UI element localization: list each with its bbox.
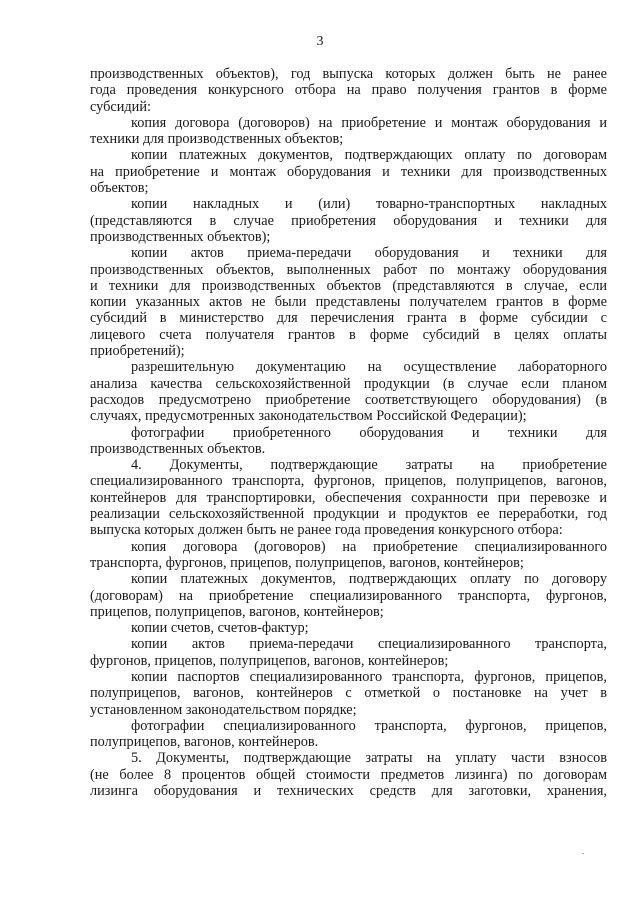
text-line: реализации сельскохозяйственной продукции и продуктов ее переработки, год <box>90 506 607 523</box>
paragraph-transport-passports <box>90 669 607 718</box>
text-line: субсидий: <box>90 98 151 115</box>
text-line: производственных объектов); <box>90 228 271 245</box>
text-line: производственных объектов), год выпуска которых должен быть не ранее <box>90 66 607 82</box>
text-line: полуприцепов, вагонов, контейнеров с отметкой о постановке на учет в <box>90 685 607 702</box>
text-line: лицевого счета получателя грантов в форме субсидий в целях оплаты <box>90 326 607 343</box>
text-line: субсидий в министерство для перечисления гранта в форме субсидии с <box>90 310 607 327</box>
scan-speck <box>582 853 584 854</box>
paragraph-item-4 <box>90 457 607 538</box>
text-line: копия договора (договоров) на приобретение специализированного <box>131 538 607 555</box>
text-line: копии накладных и (или) товарно-транспортных накладных <box>131 196 607 213</box>
paragraph-item-5 <box>90 750 607 799</box>
text-line: выпуска которых должен быть не ранее года проведения конкурсного отбора: <box>90 522 563 539</box>
text-line: специализированного транспорта, фургонов, прицепов, полуприцепов, вагонов, <box>90 473 607 490</box>
text-line: разрешительную документацию на осуществление лабораторного <box>131 359 607 376</box>
text-line: фургонов, прицепов, полуприцепов, вагонов, контейнеров; <box>90 652 449 669</box>
text-line: транспорта, фургонов, прицепов, полуприцепов, вагонов, контейнеров; <box>90 554 524 571</box>
paragraph-photos-equipment <box>90 425 607 458</box>
text-line: на приобретение и монтаж оборудования и техники для производственных <box>90 163 607 180</box>
text-line: и техники для производственных объектов (представляются в случае, если <box>90 277 607 294</box>
text-line: копии актов приема-передачи оборудования и техники для <box>131 245 607 262</box>
paragraph-transport-photos <box>90 718 607 751</box>
text-line: 5. Документы, подтверждающие затраты на уплату части взносов <box>131 750 607 767</box>
paragraph-continuation <box>90 66 607 115</box>
text-line: (не более 8 процентов общей стоимости предметов лизинга) по договорам <box>90 766 607 783</box>
text-line: производственных объектов. <box>90 440 266 457</box>
text-line: фотографии специализированного транспорта, фургонов, прицепов, <box>131 717 607 734</box>
text-line: расходов предусмотрено приобретение соответствующего оборудования) (в <box>90 391 607 408</box>
text-line: копии актов приема-передачи специализированного транспорта, <box>131 636 607 653</box>
text-line: года проведения конкурсного отбора на право получения грантов в форме <box>90 82 607 99</box>
text-line: фотографии приобретенного оборудования и техники для <box>131 424 607 441</box>
text-line: производственных объектов, выполненных работ по монтажу оборудования <box>90 261 607 278</box>
text-line: анализа качества сельскохозяйственной продукции (в случае если планом <box>90 375 607 392</box>
text-line: техники для производственных объектов; <box>90 131 344 148</box>
text-line: объектов; <box>90 180 149 197</box>
paragraph-acceptance-acts <box>90 245 607 359</box>
text-line: случаях, предусмотренных законодательством Российской Федерации); <box>90 408 527 425</box>
text-line: полуприцепов, вагонов, контейнеров. <box>90 734 319 751</box>
paragraph-waybills <box>90 196 607 245</box>
paragraph-transport-payment <box>90 571 607 620</box>
text-line: копии указанных актов не были представлены получателем грантов в форме <box>90 294 607 311</box>
text-line: копии платежных документов, подтверждающих оплату по договорам <box>131 147 607 164</box>
page-number: 3 <box>316 34 324 49</box>
paragraph-lab-permit <box>90 359 607 424</box>
text-line: копии счетов, счетов-фактур; <box>131 620 309 637</box>
text-line: (договорам) на приобретение специализированного транспорта, фургонов, <box>90 587 607 604</box>
text-line: прицепов, полуприцепов, вагонов, контейнеров; <box>90 603 384 620</box>
text-line: контейнеров для транспортировки, обеспечения сохранности при перевозке и <box>90 489 607 506</box>
text-line: копии паспортов специализированного транспорта, фургонов, прицепов, <box>131 668 607 685</box>
paragraph-invoices <box>90 620 607 636</box>
text-line: 4. Документы, подтверждающие затраты на приобретение <box>131 457 607 474</box>
document-body <box>90 66 607 799</box>
text-line: установленном законодательством порядке; <box>90 701 357 718</box>
paragraph-transport-contract <box>90 539 607 572</box>
paragraph-transport-acts <box>90 636 607 669</box>
text-line: копия договора (договоров) на приобретение и монтаж оборудования и <box>131 114 607 131</box>
text-line: лизинга оборудования и технических средств для заготовки, хранения, <box>90 783 607 800</box>
paragraph-contract-copy <box>90 115 607 148</box>
text-line: приобретений); <box>90 343 185 360</box>
text-line: копии платежных документов, подтверждающих оплату по договору <box>131 571 607 588</box>
text-line: (представляются в случае приобретения оборудования и техники для <box>90 212 607 229</box>
paragraph-payment-docs <box>90 147 607 196</box>
